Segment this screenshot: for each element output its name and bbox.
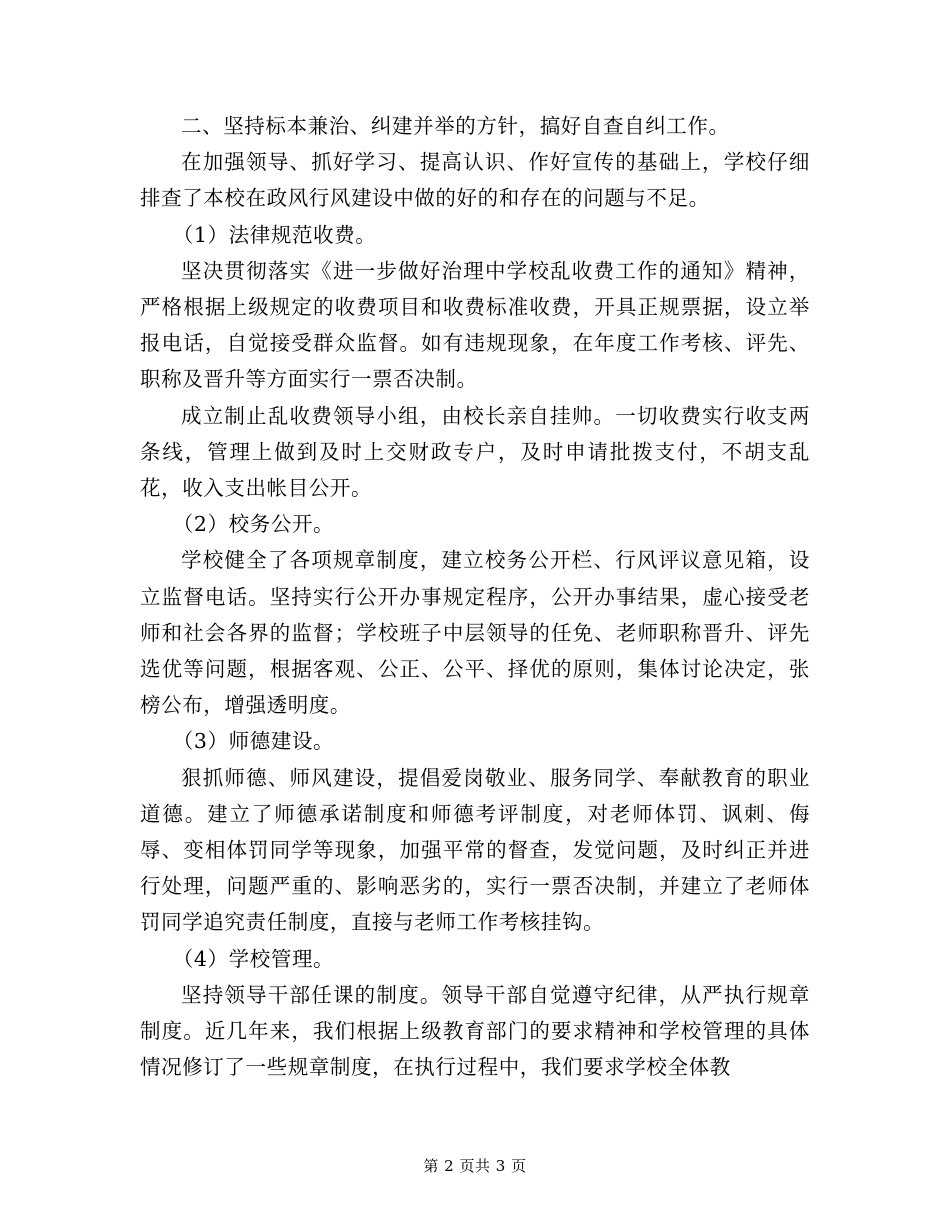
body-paragraph: 成立制止乱收费领导小组，由校长亲自挂帅。一切收费实行收支两条线，管理上做到及时上交财政专户，及时申请批拨支付，不胡支乱花，收入支出帐目公开。: [140, 403, 810, 501]
body-paragraph: 坚决贯彻落实《进一步做好治理中学校乱收费工作的通知》精神，严格根据上级规定的收费项目和收费标准收费，开具正规票据，设立举报电话，自觉接受群众监督。如有违规现象，在年度工作考核、评先、职称及晋升等方面实行一票否决制。: [140, 258, 810, 392]
item-heading: （2）校务公开。: [172, 512, 335, 537]
page-footer: 第 2 页共 3 页: [423, 1157, 527, 1175]
item-heading: （4）学校管理。: [172, 946, 335, 971]
body-paragraph: 坚持领导干部任课的制度。领导干部自觉遵守纪律，从严执行规章制度。近几年来，我们根据上级教育部门的要求精神和学校管理的具体情况修订了一些规章制度，在执行过程中，我们要求学校全体教: [140, 982, 810, 1080]
body-paragraph: 狠抓师德、师风建设，提倡爱岗敬业、服务同学、奉献教育的职业道德。建立了师德承诺制度和师德考评制度，对老师体罚、讽刺、侮辱、变相体罚同学等现象，加强平常的督查，发觉问题，及时纠正并进行处理，问题严重的、影响恶劣的，实行一票否决制，并建立了老师体罚同学追究责任制度，直接与老师工作考核挂钩。: [140, 765, 810, 935]
item-heading: （1）法律规范收费。: [172, 222, 377, 247]
body-paragraph: 在加强领导、抓好学习、提高认识、作好宣传的基础上，学校仔细排查了本校在政风行风建设中做的好的和存在的问题与不足。: [140, 150, 810, 211]
document-body: [140, 108, 810, 1085]
item-heading: （3）师德建设。: [172, 729, 335, 754]
section-heading: 二、坚持标本兼治、纠建并举的方针，搞好自查自纠工作。: [181, 114, 730, 138]
body-paragraph: 学校健全了各项规章制度，建立校务公开栏、行风评议意见箱，设立监督电话。坚持实行公开办事规定程序，公开办事结果，虚心接受老师和社会各界的监督；学校班子中层领导的任免、老师职称晋升、评先选优等问题，根据客观、公正、公平、择优的原则，集体讨论决定，张榜公布，增强透明度。: [140, 548, 810, 718]
